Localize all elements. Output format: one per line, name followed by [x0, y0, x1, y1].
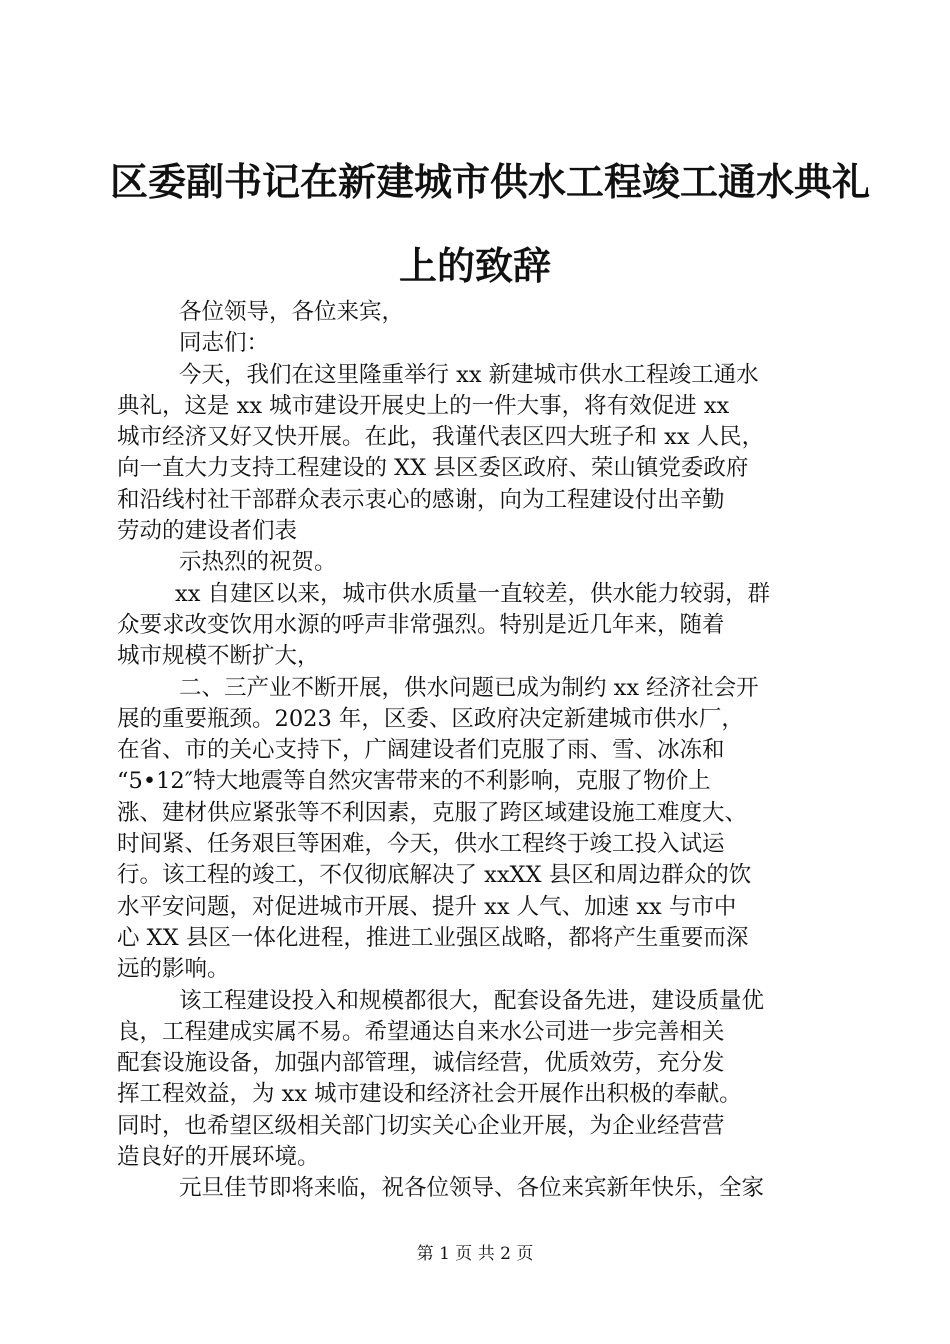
body-line: 涨、建材供应紧张等不利因素，克服了跨区域建设施工难度大、	[117, 799, 748, 826]
body-line: 展的重要瓶颈。2023 年，区委、区政府决定新建城市供水厂，	[117, 705, 744, 732]
body-line: 城市规模不断扩大，	[117, 643, 320, 670]
body-line: 行。该工程的竣工，不仅彻底解决了 xxXX 县区和周边群众的饮	[117, 862, 752, 889]
body-line: 心 XX 县区一体化进程，推进工业强区战略，都将产生重要而深	[117, 924, 749, 951]
body-line: 在省、市的关心支持下，广阔建设者们克服了雨、雪、冰冻和	[117, 737, 725, 764]
body-line: 各位领导，各位来宾，	[179, 299, 405, 325]
document-title-line-1: 区委副书记在新建城市供水工程竣工通水典礼	[110, 160, 871, 204]
body-line: 该工程建设投入和规模都很大，配套设备先进，建设质量优	[179, 987, 765, 1014]
body-line: 造良好的开展环境。	[117, 1144, 320, 1171]
body-line: 示热烈的祝贺。	[179, 549, 337, 576]
body-line: 挥工程效益，为 xx 城市建设和经济社会开展作出积极的奉献。	[117, 1081, 742, 1108]
body-line: 同志们：	[179, 330, 270, 357]
body-line: 时间紧、任务艰巨等困难，今天，供水工程终于竣工投入试运	[117, 831, 725, 858]
document-title-line-2: 上的致辞	[398, 244, 551, 288]
body-line: 向一直大力支持工程建设的 XX 县区委区政府、荣山镇党委政府	[117, 455, 749, 482]
page-footer: 第 1 页 共 2 页	[416, 1244, 534, 1264]
body-line: 同时，也希望区级相关部门切实关心企业开展，为企业经营营	[117, 1112, 725, 1139]
body-line: 二、三产业不断开展，供水问题已成为制约 xx 经济社会开	[179, 674, 759, 701]
body-line: 众要求改变饮用水源的呼声非常强烈。特别是近几年来，随着	[117, 611, 725, 638]
body-line: 水平安问题，对促进城市开展、提升 xx 人气、加速 xx 与市中	[117, 893, 737, 920]
body-line: 今天，我们在这里隆重举行 xx 新建城市供水工程竣工通水	[179, 361, 759, 388]
body-line: 远的影响。	[117, 956, 230, 983]
body-line: 劳动的建设者们表	[117, 518, 298, 545]
body-line: 典礼，这是 xx 城市建设开展史上的一件大事，将有效促进 xx	[117, 392, 730, 419]
body-line: 配套设施设备，加强内部管理，诚信经营，优质效劳，充分发	[117, 1050, 725, 1077]
body-line: “5•12″特大地震等自然灾害带来的不利影响，克服了物价上	[117, 768, 711, 795]
document-body	[117, 297, 837, 1205]
body-line: 元旦佳节即将来临，祝各位领导、各位来宾新年快乐，全家	[179, 1175, 765, 1202]
body-line: 城市经济又好又快开展。在此，我谨代表区四大班子和 xx 人民，	[117, 424, 765, 451]
body-line: 和沿线村社干部群众表示衷心的感谢，向为工程建设付出辛勤	[117, 486, 725, 513]
body-line: 良，工程建成实属不易。希望通达自来水公司进一步完善相关	[117, 1018, 725, 1045]
body-line: xx 自建区以来，城市供水质量一直较差，供水能力较弱，群	[175, 580, 771, 607]
